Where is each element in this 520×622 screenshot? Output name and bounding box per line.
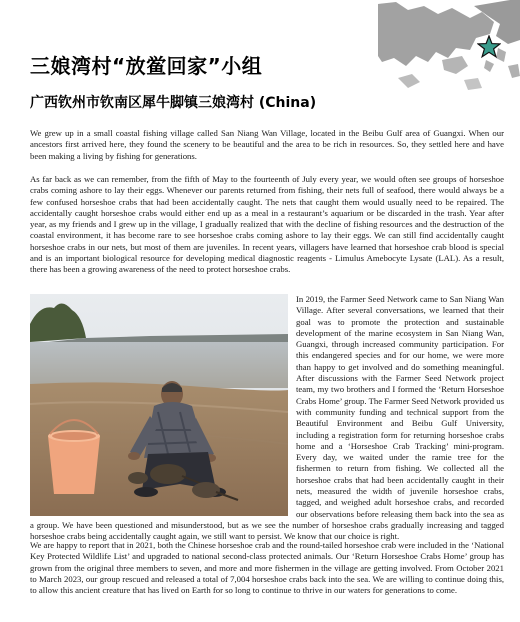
paragraph-results: We are happy to report that in 2021, both the Chinese horseshoe crab and the round-tailed horseshoe crab were included in the ‘National Key Protected Wildlife List’ and upgraded to national second-class protected animals. Our ‘Return Horseshoe Crabs Home’ group has grown from the original three members to seven, and more and more fishermen in the village are getting involved. From October 2021 to March 2023, our group rescued and released a total of 7,004 horseshoe crabs back into the sea. We are willing to continue doing this, to allow this ancient creature that has lived on Earth for so long to continue to thrive in our waters for generations to come. (30, 540, 504, 596)
page-title: 三娘湾村“放鲎回家”小组 (30, 54, 263, 78)
paragraph-intro: We grew up in a small coastal fishing village called San Niang Wan Village, located in the Beibu Gulf area of Guangxi. When our ancestors first arrived here, they found the scenery to be beautiful and the area to be rich in resources. So, they settled here and have been making a living by fishing for generations. (30, 128, 504, 161)
page-subtitle: 广西钦州市钦南区犀牛脚镇三娘湾村 (China) (30, 95, 317, 111)
paragraph-project: In 2019, the Farmer Seed Network came to San Niang Wan Village. After several conversations, we learned that their goal was to promote the protection and sustainable development of the marine ecosystem in San Niang Wan, Guangxi, through increased community participation. For this endangered species and for our home, we were more than happy to get involved and do something meaningful. After discussions with the Farmer Seed Network project team, my two brothers and I formed the ‘Return Horseshoe Crabs Home’ group. The Farmer Seed Network provided us with community funding and technical support from the Beautiful Environment and Beibu Gulf University, including a registration form for returning horseshoe crabs home and a ‘Horseshoe Crab Tracking’ mini-program. Every day, we waited under the ramie tree for the fishermen to return from fishing. We collected all the horseshoe crabs that had been accidentally caught in their nets, measured the width of juvenile horseshoe crabs, tagged, and weighed adult horseshoe crabs, and recorded our observations before releasing them back into the sea as a group. We have been questioned and misunderstood, but as we see the number of horseshoe crabs gradually increasing and tagged horseshoe crabs being accidentally caught again, we still want to persist. We know that our choice is right. (30, 294, 504, 542)
paragraph-history: As far back as we can remember, from the fifth of May to the fourteenth of July every year, we would often see groups of horseshoe crabs coming ashore to lay their eggs. Whenever our parents returned from fishing, their nets full of seafood, there would always be a few confused horseshoe crabs that had been accidentally caught. The nets that caught them would usually need to be repaired. The accidentally caught horseshoe crabs would either end up as a meal in a restaurant’s aquarium or be discarded in the trash. Year after year, as my friends and I grew up in the village, I gradually realized that with the decline of fishing resources and the destruction of the coastal environment, it has become rare to see horseshoe crabs coming ashore to lay their eggs. We can still find accidentally caught horseshoe crabs in our nets, but most of them are juveniles. In recent years, villagers have learned that horseshoe crab blood is special and is an important biological resource for developing medical diagnostic reagents - Limulus Amebocyte Lysate (LAL). As a result, there has been a growing awareness of the need to protect horseshoe crabs. (30, 174, 504, 275)
photo-fisherman-horseshoe-crabs (30, 294, 288, 516)
photo-text-section (30, 294, 504, 543)
star-icon (477, 35, 501, 59)
